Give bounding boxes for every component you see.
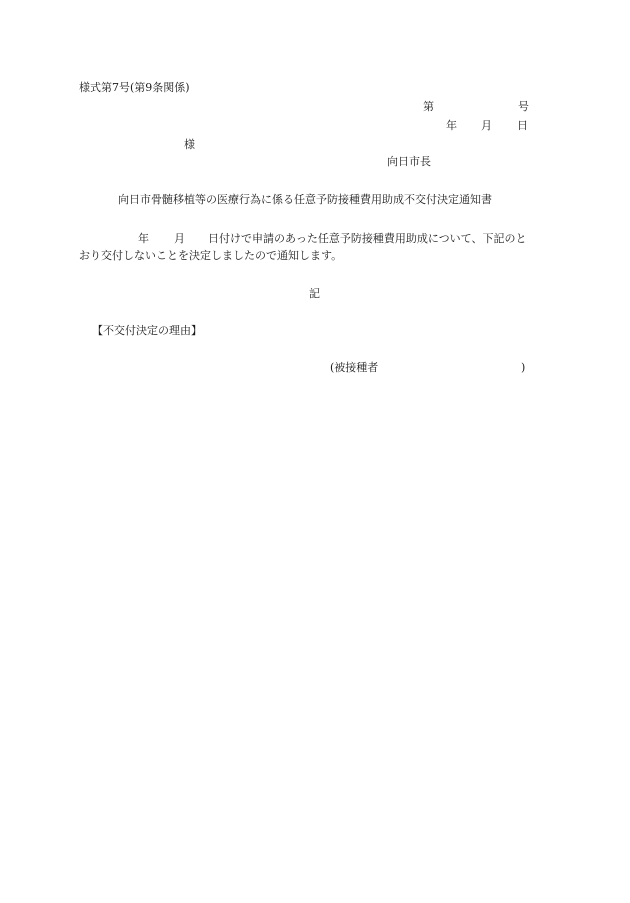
addressee-honorific: 様: [184, 138, 195, 151]
recipient-label: (被接種者: [330, 361, 379, 374]
issuer-name: 向日市長: [387, 155, 431, 168]
form-number: 様式第7号(第9条関係): [79, 81, 190, 94]
body-application-year: 年: [138, 232, 149, 245]
body-text-line-2: おり交付しないことを決定しましたので通知します。: [79, 249, 343, 262]
body-text-line-1: 日付けで申請のあった任意予防接種費用助成について、下記のと: [208, 232, 527, 245]
issue-date-day: 日: [517, 119, 528, 132]
body-application-month: 月: [174, 232, 185, 245]
document-number-prefix: 第: [423, 100, 434, 113]
ki-heading: 記: [309, 287, 320, 300]
document-number-suffix: 号: [518, 100, 529, 113]
reason-heading: 【不交付決定の理由】: [92, 324, 202, 337]
issue-date-year: 年: [446, 119, 457, 132]
document-title: 向日市骨髄移植等の医療行為に係る任意予防接種費用助成不交付決定通知書: [118, 193, 492, 206]
recipient-close-paren: ): [521, 361, 526, 374]
issue-date-month: 月: [481, 119, 492, 132]
